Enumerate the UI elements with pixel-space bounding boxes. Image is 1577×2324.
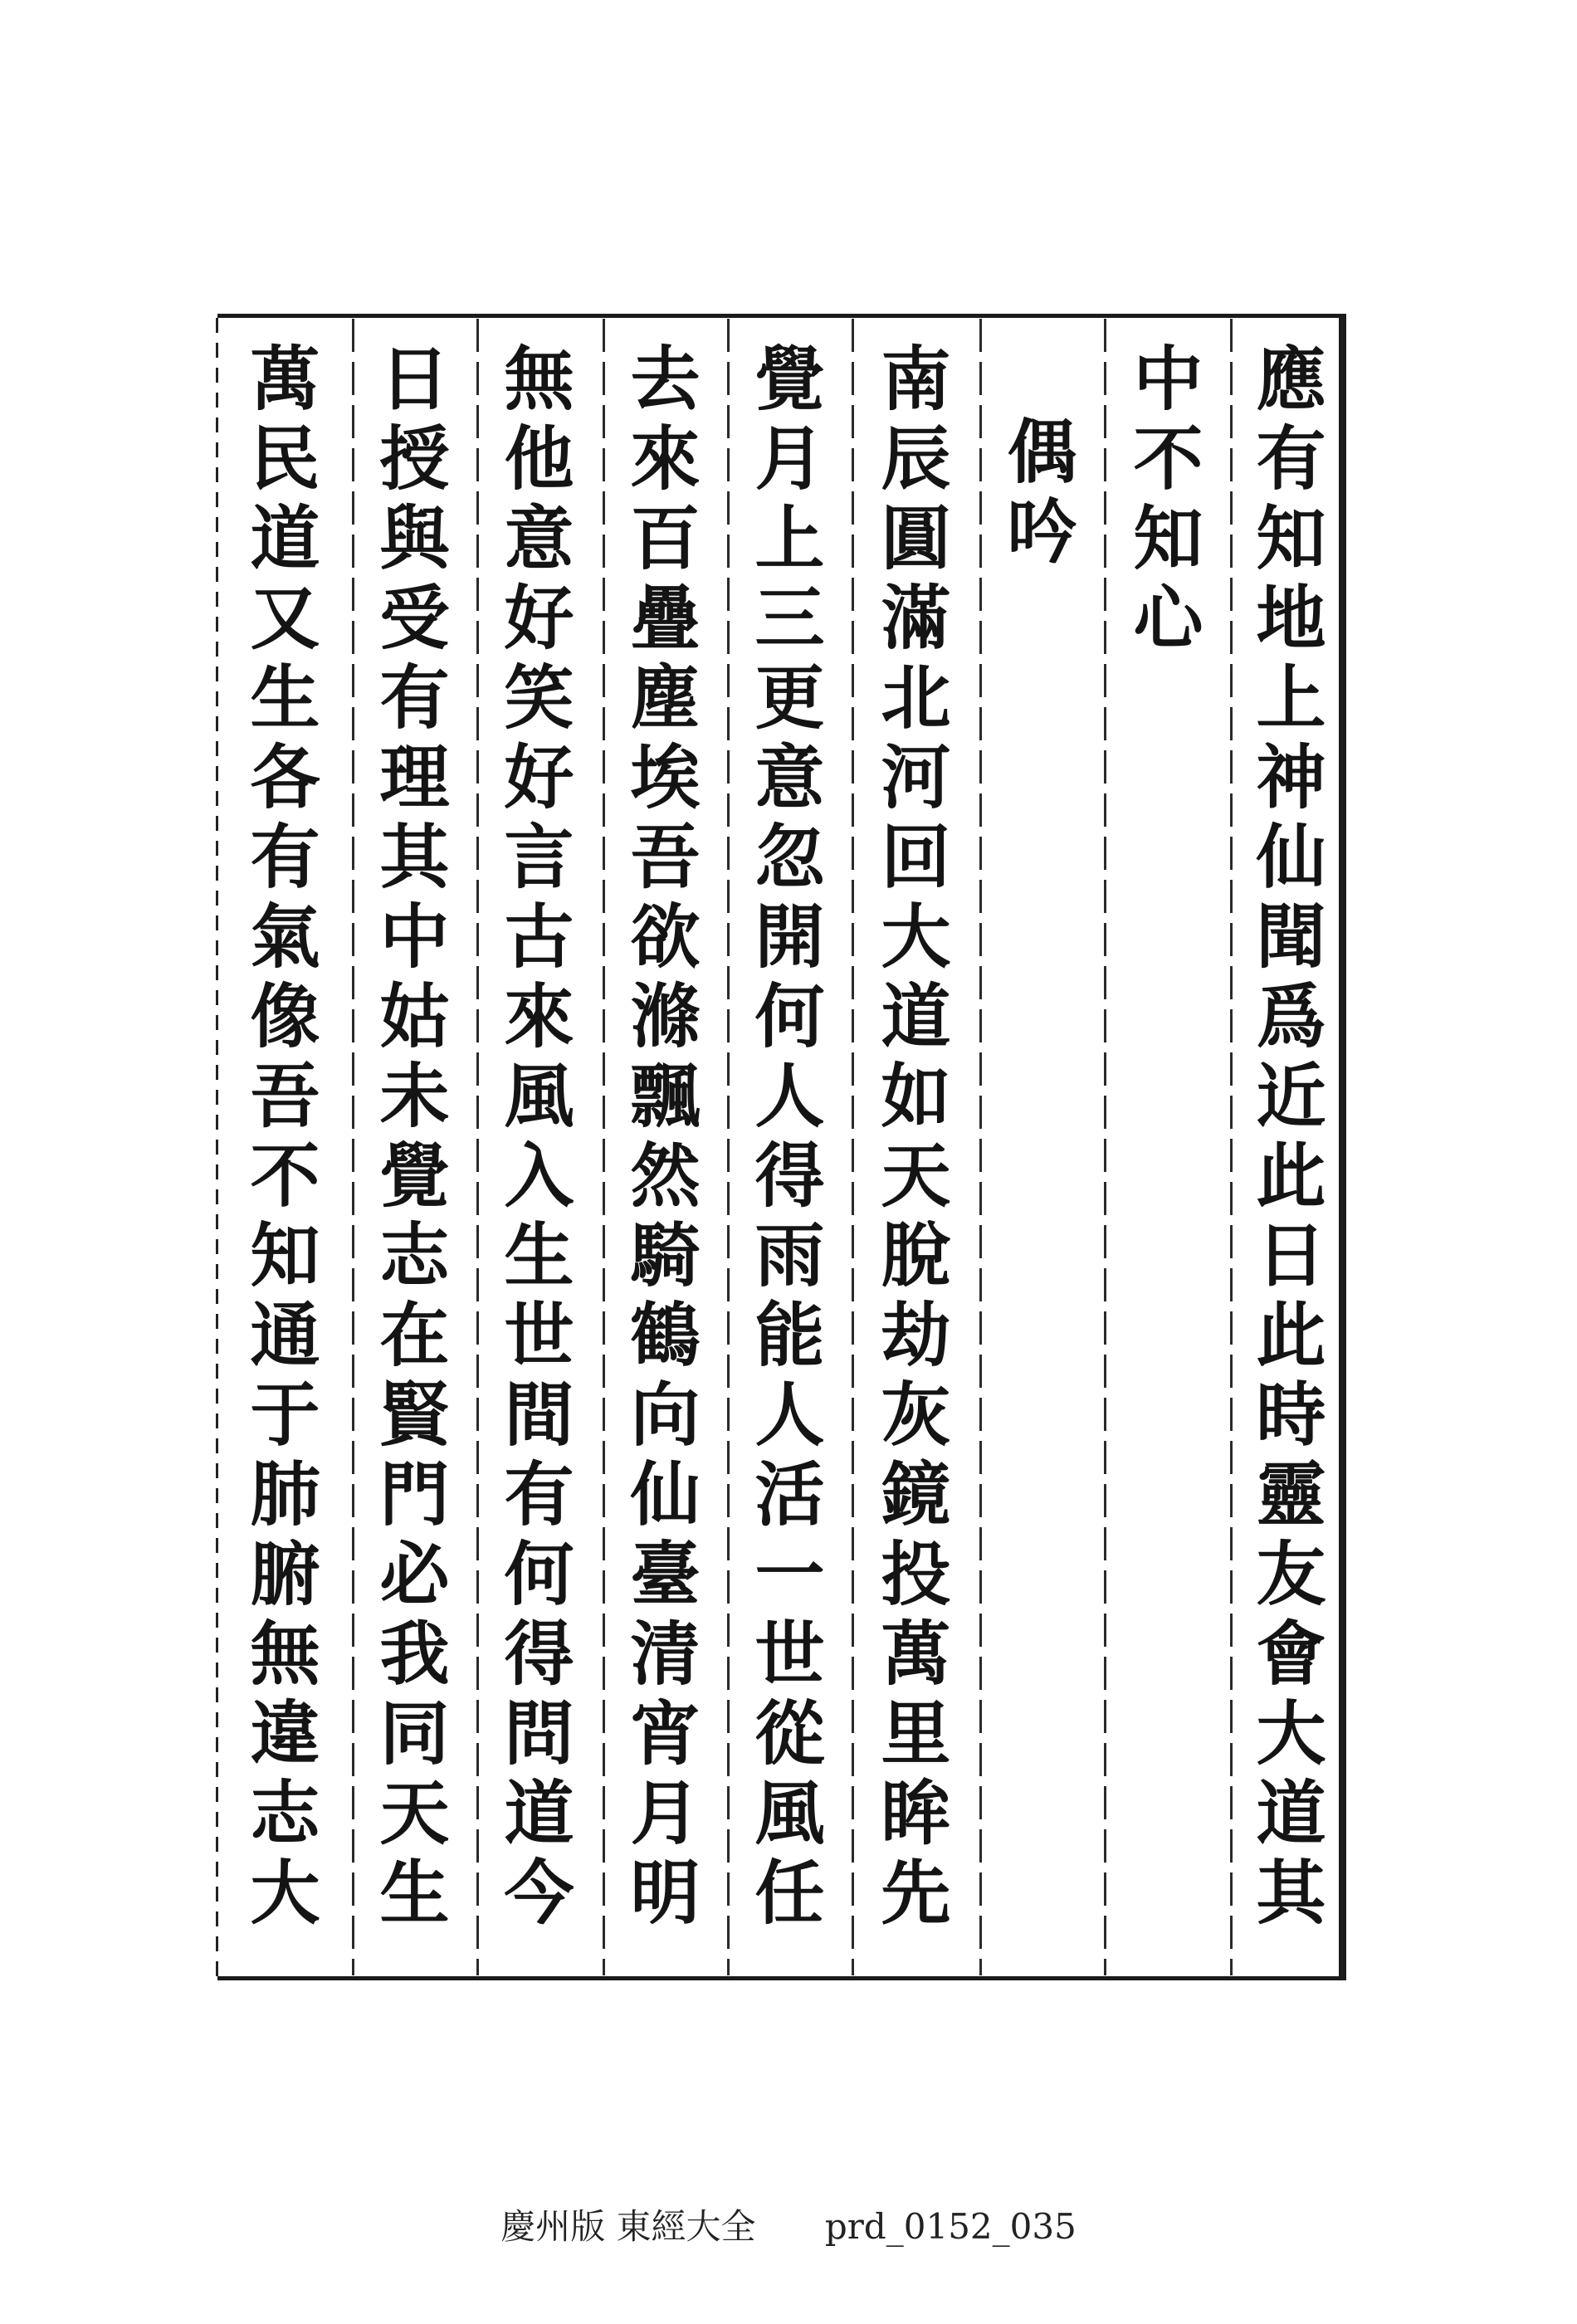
footer-page-code: prd_0152_035 [824,2206,1077,2247]
text-column-8: 日授與受有理其中姑未覺志在賢門必我同天生 [369,342,451,1936]
text-column-5: 覺月上三更意忽開何人得雨能人活一世從風任 [744,342,826,1936]
column-rule [603,319,605,1975]
column-rule [1104,319,1106,1975]
column-rule [352,319,354,1975]
text-column-6: 去來百疊塵埃吾欲滌飄然騎鶴向仙臺清宵月明 [619,342,701,1936]
poem-title: 偶吟 [996,415,1078,574]
column-rule [979,319,982,1975]
column-rule [852,319,854,1975]
column-rule [727,319,730,1975]
text-column-7: 無他意好笑好言古來風入生世間有何得問道今 [493,342,575,1936]
column-rule [476,319,479,1975]
text-column-9: 萬民道又生各有氣像吾不知通于肺腑無違志大 [239,342,321,1936]
text-column-1: 應有知地上神仙聞爲近此日此時靈友會大道其 [1245,342,1327,1936]
text-column-4: 南辰圓滿北河回大道如天脫劫灰鏡投萬里眸先 [870,342,952,1936]
text-column-2: 中不知心 [1122,342,1204,661]
page-footer [0,2200,1577,2249]
footer-book-title: 慶州版 東經大全 [500,2206,756,2247]
column-rule [1230,319,1233,1975]
frame-left-edge [216,318,218,1976]
